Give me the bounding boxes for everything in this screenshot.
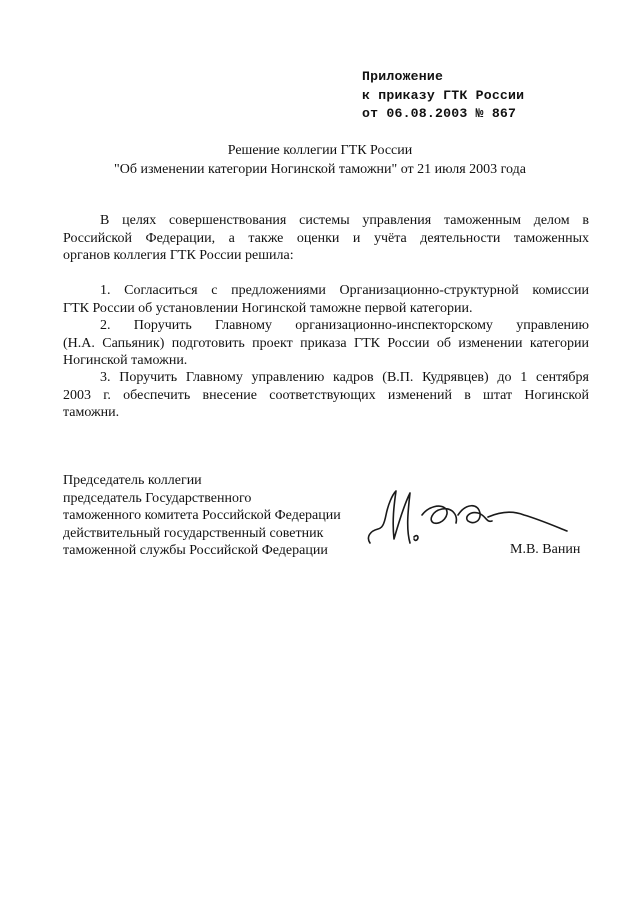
- signatory-title-line: таможенного комитета Российской Федерации: [63, 508, 341, 523]
- text-line: Российской Федерации, а также оценки и учёта деятельности таможенных: [63, 230, 589, 246]
- text-line: 1. Согласиться с предложениями Организационно-структурной комиссии: [100, 283, 589, 298]
- text-line: органов коллегия ГТК России решила:: [63, 248, 294, 263]
- stamp-line: от 06.08.2003 № 867: [362, 106, 517, 121]
- signatory-title-line: таможенной службы Российской Федерации: [63, 543, 328, 558]
- text-line: таможни.: [63, 405, 120, 420]
- document-title: Решение коллегии ГТК России: [227, 143, 413, 158]
- text-line: В целях совершенствования системы управления таможенным делом в: [100, 213, 589, 228]
- signatory-title-line: Председатель коллегии: [63, 473, 202, 488]
- stamp-line: к приказу ГТК России: [362, 87, 525, 103]
- signatory-name: М.В. Ванин: [510, 542, 581, 557]
- decision-item-3: [63, 369, 589, 422]
- text-line: Ногинской таможни.: [63, 353, 188, 368]
- text-line: 2003 г. обеспечить внесение соответствующих изменений в штат Ногинской: [63, 387, 589, 403]
- appendix-stamp: [362, 68, 524, 124]
- document-subtitle: "Об изменении категории Ногинской таможни" от 21 июля 2003 года: [114, 162, 526, 177]
- text-line: (Н.А. Сапьяник) подготовить проект приказа ГТК России об изменении категории: [63, 335, 589, 351]
- decision-item-1: [63, 282, 589, 317]
- signatory-title-line: действительный государственный советник: [63, 525, 324, 541]
- text-line: ГТК России об установлении Ногинской таможне первой категории.: [63, 300, 473, 316]
- text-line: 3. Поручить Главному управлению кадров (В.П. Кудрявцев) до 1 сентября: [100, 370, 589, 385]
- text-line: 2. Поручить Главному организационно-инспекторскому управлению: [100, 318, 589, 333]
- intro-paragraph: [63, 212, 589, 265]
- decision-item-2: [63, 317, 589, 370]
- signatory-title-line: председатель Государственного: [63, 490, 252, 506]
- stamp-line: Приложение: [362, 69, 444, 84]
- signatory-title: [63, 472, 341, 560]
